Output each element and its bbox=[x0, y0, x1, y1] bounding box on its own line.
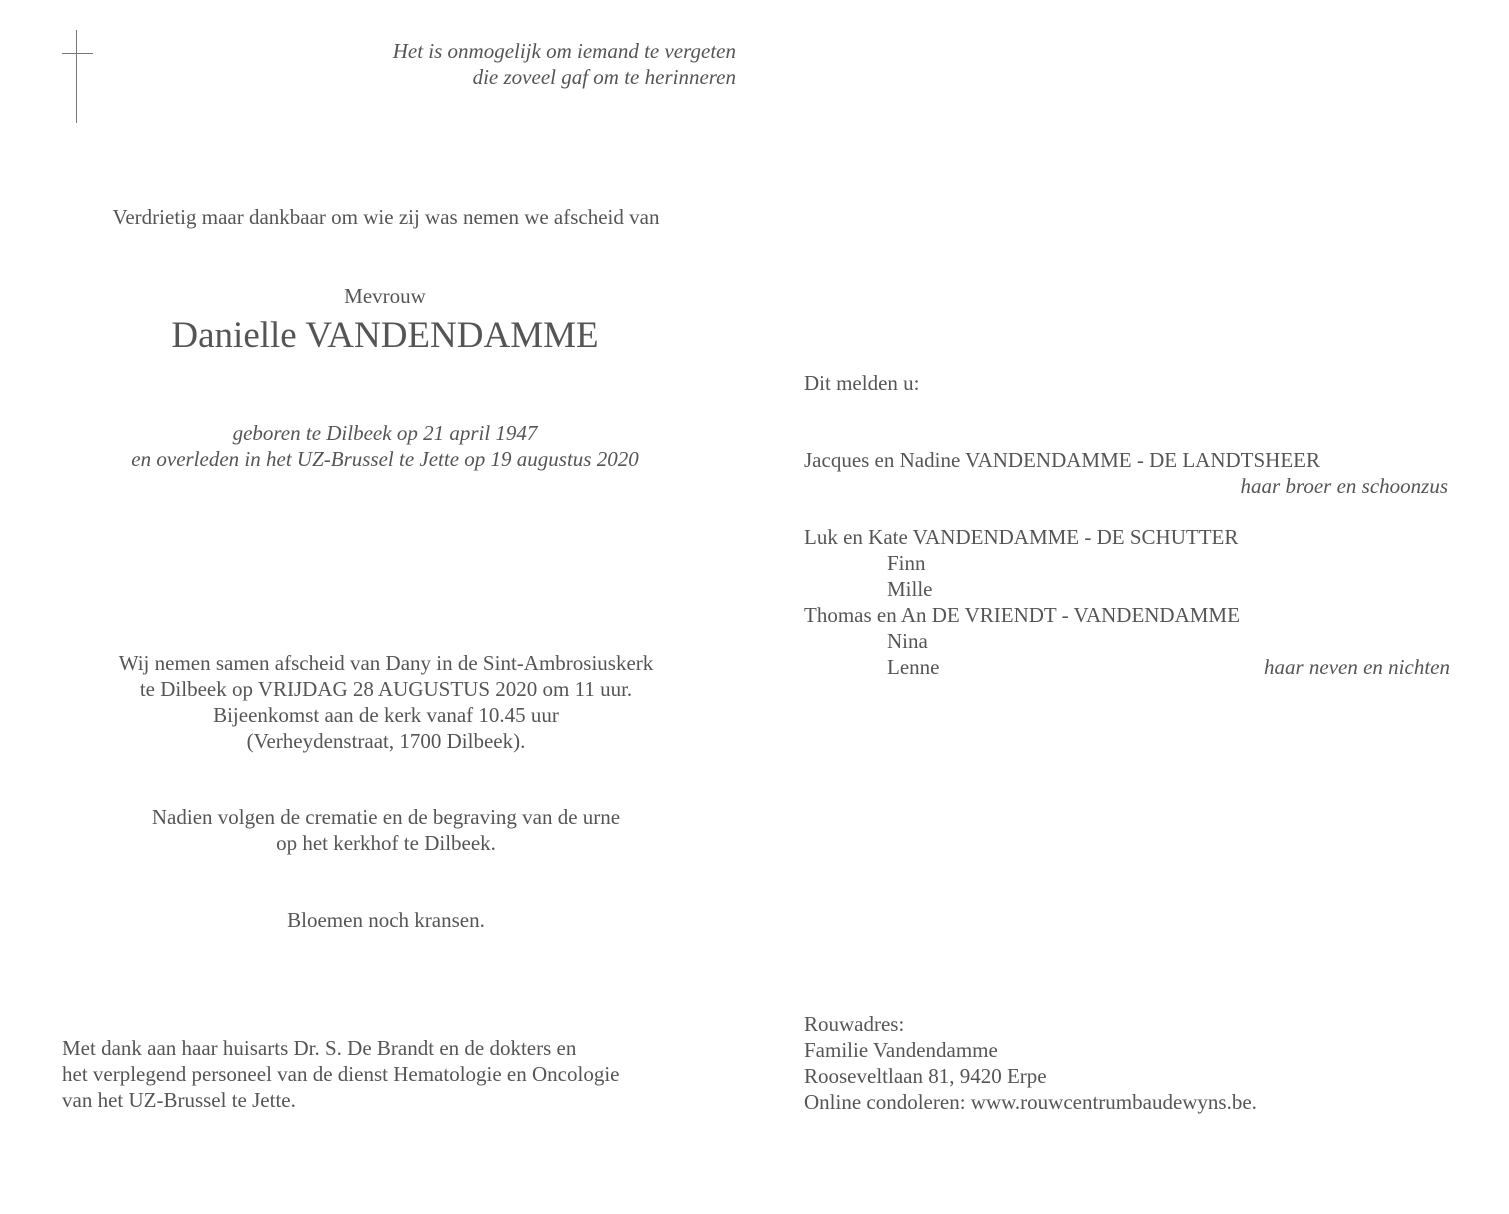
family-role: haar broer en schoonzus bbox=[1240, 474, 1448, 498]
family-child: Mille bbox=[887, 577, 933, 601]
ceremony-line: te Dilbeek op VRIJDAG 28 AUGUSTUS 2020 om 11 uur. bbox=[139, 677, 633, 701]
family-role: haar neven en nichten bbox=[1263, 655, 1450, 679]
ceremony-info bbox=[70, 650, 702, 754]
address-label: Rouwadres: bbox=[804, 1012, 905, 1036]
family-child: Nina bbox=[887, 629, 928, 653]
address-line: Rooseveltlaan 81, 9420 Erpe bbox=[804, 1064, 1047, 1088]
address-line: Familie Vandendamme bbox=[804, 1038, 998, 1062]
ceremony-line: Wij nemen samen afscheid van Dany in de Sint-Ambrosiuskerk bbox=[118, 651, 654, 675]
family-brother bbox=[804, 447, 1454, 499]
condolence-line: Online condoleren: www.rouwcentrumbaudewyns.be. bbox=[804, 1090, 1257, 1114]
family-member: Thomas en An DE VRIENDT - VANDENDAMME bbox=[804, 603, 1240, 627]
death-line: en overleden in het UZ-Brussel te Jette op 19 augustus 2020 bbox=[131, 447, 639, 471]
family-member: Luk en Kate VANDENDAMME - DE SCHUTTER bbox=[804, 525, 1239, 549]
thanks-line: Met dank aan haar huisarts Dr. S. De Brandt en de dokters en bbox=[62, 1036, 577, 1060]
cross-icon bbox=[62, 30, 94, 124]
family-child: Finn bbox=[887, 551, 926, 575]
mourning-address bbox=[804, 1011, 1454, 1115]
cremation-line: op het kerkhof te Dilbeek. bbox=[276, 831, 496, 855]
family-member: Jacques en Nadine VANDENDAMME - DE LANDTSHEER bbox=[804, 448, 1320, 472]
cremation-info bbox=[70, 804, 702, 856]
memorial-quote bbox=[300, 38, 736, 90]
quote-line: Het is onmogelijk om iemand te vergeten bbox=[392, 39, 736, 63]
intro-text: Verdrietig maar dankbaar om wie zij was nemen we afscheid van bbox=[112, 205, 660, 229]
ceremony-line: Bijeenkomst aan de kerk vanaf 10.45 uur bbox=[213, 703, 559, 727]
life-dates bbox=[70, 420, 700, 472]
family-child: Lenne bbox=[887, 655, 940, 679]
title-prefix: Mevrouw bbox=[344, 284, 426, 308]
birth-line: geboren te Dilbeek op 21 april 1947 bbox=[232, 421, 538, 445]
quote-line: die zoveel gaf om te herinneren bbox=[472, 65, 736, 89]
deceased-name: Danielle VANDENDAMME bbox=[171, 315, 599, 356]
flowers-note: Bloemen noch kransen. bbox=[287, 908, 485, 932]
thanks-line: van het UZ-Brussel te Jette. bbox=[62, 1088, 296, 1112]
cremation-line: Nadien volgen de crematie en de begraving van de urne bbox=[151, 805, 621, 829]
thanks-line: het verplegend personeel van de dienst Hematologie en Oncologie bbox=[62, 1062, 620, 1086]
ceremony-line: (Verheydenstraat, 1700 Dilbeek). bbox=[246, 729, 526, 753]
announce-label: Dit melden u: bbox=[804, 371, 920, 395]
family-nephews bbox=[804, 524, 1454, 680]
thanks-note bbox=[62, 1035, 762, 1113]
